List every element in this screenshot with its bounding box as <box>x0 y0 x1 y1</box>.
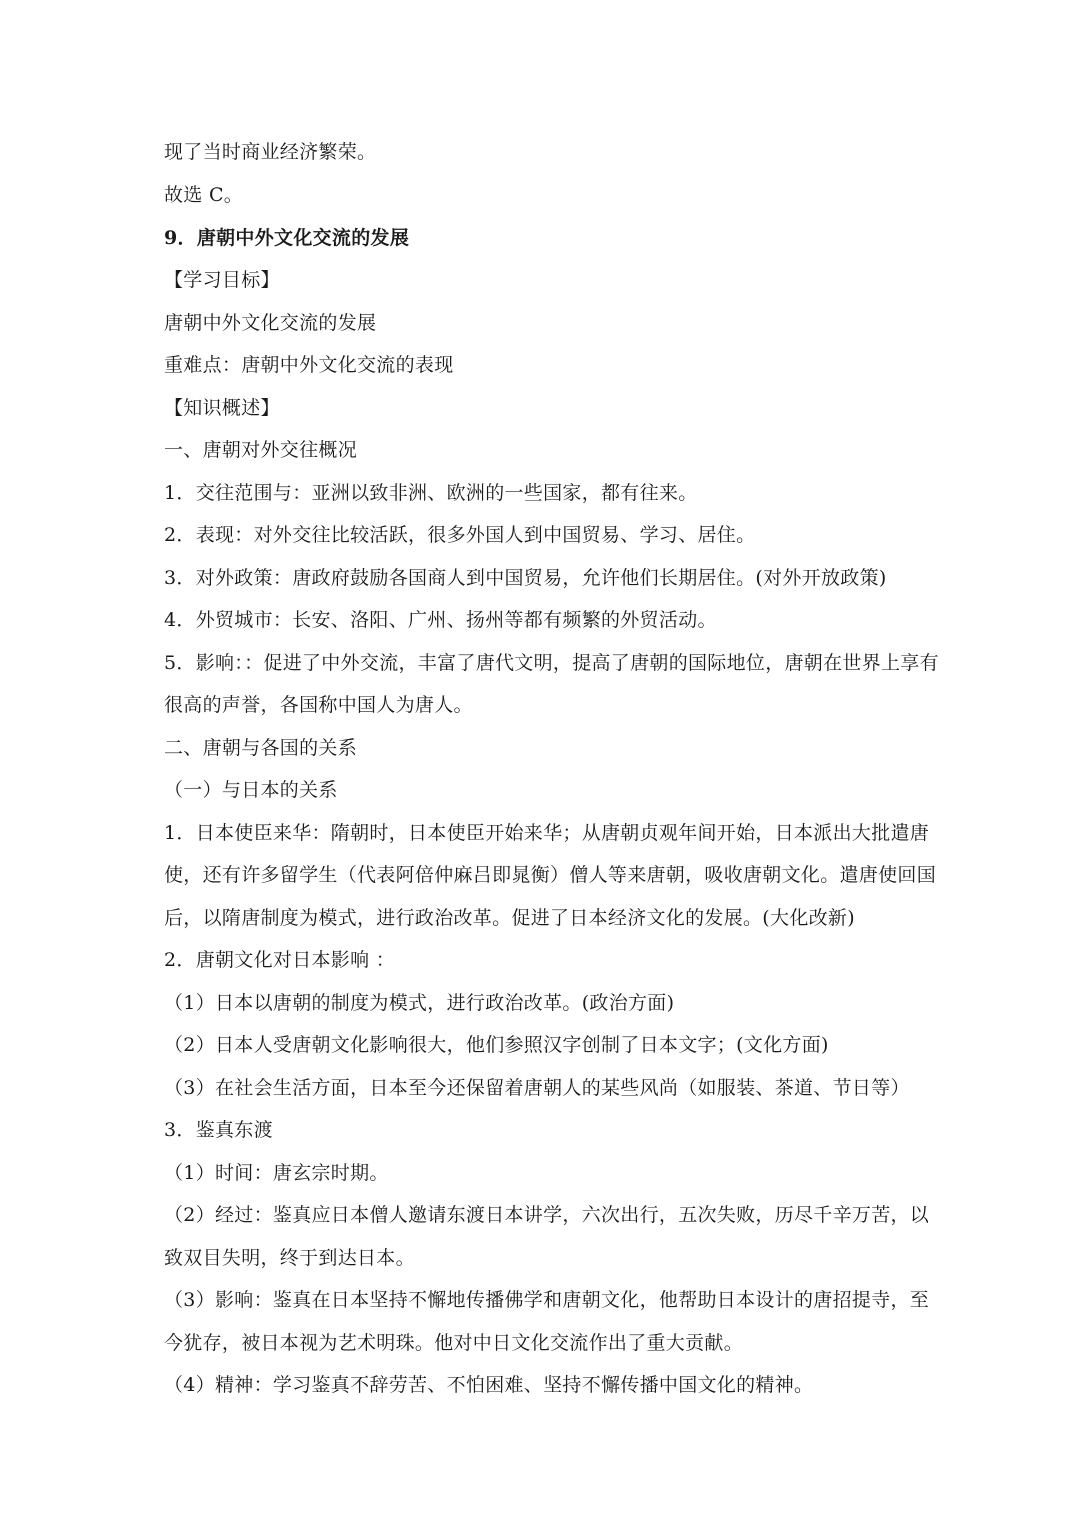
text-line: 后，以隋唐制度为模式，进行政治改革。促进了日本经济文化的发展。(大化改新) <box>164 907 855 929</box>
text-line: 唐朝中外文化交流的发展 <box>164 312 377 334</box>
text-line: （3）在社会生活方面，日本至今还保留着唐朝人的某些风尚（如服装、茶道、节日等） <box>164 1077 910 1099</box>
text-line: 4．外贸城市：长安、洛阳、广州、扬州等都有频繁的外贸活动。 <box>164 609 717 631</box>
text-line: （4）精神：学习鉴真不辞劳苦、不怕困难、坚持不懈传播中国文化的精神。 <box>164 1374 814 1396</box>
text-line: 1．交往范围与：亚洲以致非洲、欧洲的一些国家，都有往来。 <box>164 482 698 504</box>
text-line: （2）经过：鉴真应日本僧人邀请东渡日本讲学，六次出行，五次失败，历尽千辛万苦，以 <box>164 1204 930 1226</box>
text-line: 致双目失明，终于到达日本。 <box>164 1247 415 1269</box>
text-line: 1．日本使臣来华：隋朝时，日本使臣开始来华；从唐朝贞观年间开始，日本派出大批遣唐 <box>164 822 930 844</box>
text-line: 3．鉴真东渡 <box>164 1119 273 1141</box>
text-line: （2）日本人受唐朝文化影响很大，他们参照汉字创制了日本文字；(文化方面) <box>164 1034 829 1056</box>
text-line: 一、唐朝对外交往概况 <box>164 439 358 461</box>
text-line: 重难点：唐朝中外文化交流的表现 <box>164 354 454 376</box>
text-line: 5．影响：：促进了中外交流，丰富了唐代文明，提高了唐朝的国际地位，唐朝在世界上享有 <box>164 652 939 674</box>
section-heading: 9．唐朝中外文化交流的发展 <box>164 227 410 249</box>
text-line: 2．唐朝文化对日本影响 ： <box>164 949 396 971</box>
text-line: 使，还有许多留学生（代表阿倍仲麻吕即晁衡）僧人等来唐朝，吸收唐朝文化。遣唐使回国 <box>164 864 937 886</box>
text-line: 很高的声誉，各国称中国人为唐人。 <box>164 694 473 716</box>
text-line: 【知识概述】 <box>164 397 280 419</box>
text-line: 今犹存，被日本视为艺术明珠。他对中日文化交流作出了重大贡献。 <box>164 1332 744 1354</box>
text-line: 3．对外政策：唐政府鼓励各国商人到中国贸易，允许他们长期居住。(对外开放政策) <box>164 567 887 589</box>
text-line: 故选 C。 <box>164 184 244 206</box>
text-line: （3）影响：鉴真在日本坚持不懈地传播佛学和唐朝文化，他帮助日本设计的唐招提寺，至 <box>164 1289 930 1311</box>
text-line: （一）与日本的关系 <box>164 779 338 801</box>
text-line: （1）时间：唐玄宗时期。 <box>164 1162 389 1184</box>
text-line: 现了当时商业经济繁荣。 <box>164 141 377 163</box>
text-line: 二、唐朝与各国的关系 <box>164 737 358 759</box>
text-line: 【学习目标】 <box>164 269 280 291</box>
text-line: 2．表现：对外交往比较活跃，很多外国人到中国贸易、学习、居住。 <box>164 524 756 546</box>
text-line: （1）日本以唐朝的制度为模式，进行政治改革。(政治方面) <box>164 992 675 1014</box>
